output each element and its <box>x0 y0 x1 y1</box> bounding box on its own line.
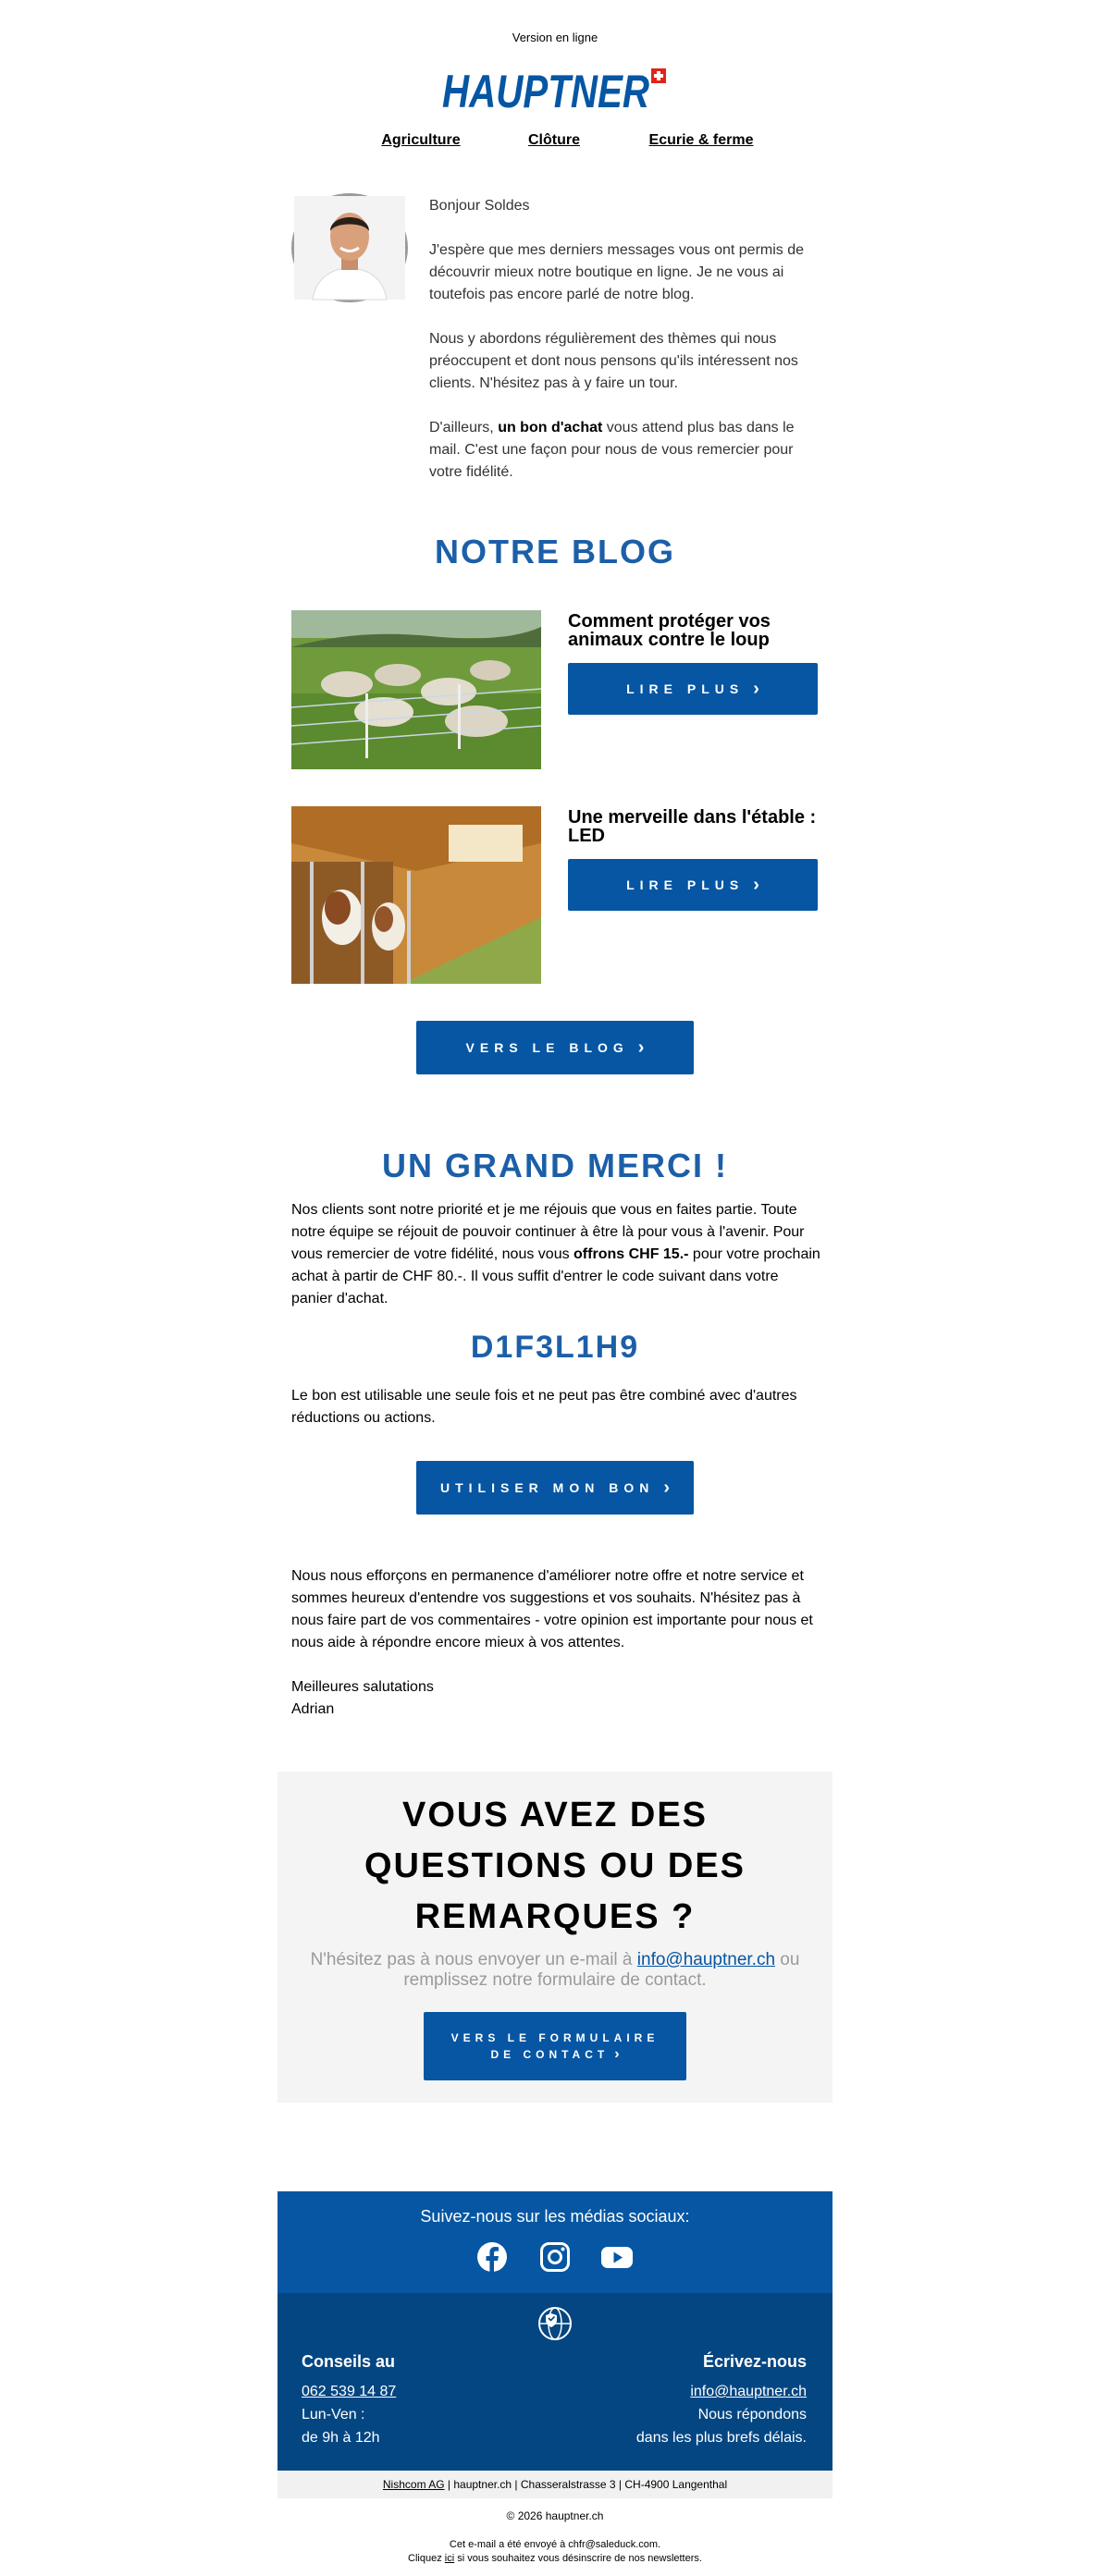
chevron-right-icon: › <box>637 1037 645 1058</box>
youtube-icon[interactable] <box>600 2241 634 2273</box>
offer-amount: offrons CHF 15.- <box>574 1246 689 1262</box>
thanks-paragraph: Nos clients sont notre priorité et je me réjouis que vous en faites partie. Toute notre équipe se réjouit de pouvoir continuer à être là pour vous à l'avenir. Pour vous remercier de votre fidélité, nous vous offrons CHF 15.- pour votre prochain achat à partir de CHF 80.-. Il vous suffit d'entrer le code suivant dans votre panier d'achat. <box>291 1202 820 1306</box>
instagram-icon[interactable] <box>539 2241 571 2273</box>
voucher-mention: un bon d'achat <box>498 420 603 435</box>
copyright: © 2026 hauptner.ch <box>506 2509 604 2522</box>
online-version-link[interactable]: Version en ligne <box>512 31 598 44</box>
questions-email-link[interactable]: info@hauptner.ch <box>636 1950 776 1969</box>
company-link[interactable]: Nishcom AG <box>382 2478 445 2491</box>
sheep-photo[interactable] <box>291 610 541 769</box>
contact-email-link[interactable]: info@hauptner.ch <box>690 2384 807 2399</box>
unsubscribe-note: Cliquez ici si vous souhaitez vous désinscrire de nos newsletters. <box>408 2553 702 2564</box>
intro-paragraph-2: Nous y abordons régulièrement des thèmes qui nous préoccupent et dont nous pensons qu'ils intéressent nos clients. N'hésitez pas à y faire un tour. <box>429 331 798 391</box>
thanks-section-title: UN GRAND MERCI ! <box>382 1147 728 1184</box>
voucher-note: Le bon est utilisable une seule fois et ne peut pas être combiné avec d'autres réductions ou actions. <box>291 1388 797 1426</box>
unsubscribe-link[interactable]: ici <box>444 2553 455 2564</box>
contact-form-button[interactable]: VERS LE FORMULAIRE DE CONTACT › <box>424 2012 686 2080</box>
article-1-title[interactable]: Comment protéger vos animaux contre le loup <box>568 611 771 650</box>
nav-cloture[interactable]: Clôture <box>528 132 580 148</box>
avatar <box>291 193 408 302</box>
barn-cows-photo[interactable] <box>291 806 541 984</box>
intro-paragraph-3: D'ailleurs, un bon d'achat vous attend plus bas dans le mail. C'est une façon pour nous de vous remercier pour votre fidélité. <box>429 420 795 480</box>
logo-wordmark: HAUPTNER <box>442 66 649 117</box>
read-more-button-2[interactable]: LIRE PLUS › <box>568 859 818 911</box>
globe-shield-icon <box>536 2305 574 2342</box>
read-more-button-1[interactable]: LIRE PLUS › <box>568 663 818 715</box>
facebook-icon[interactable] <box>476 2241 508 2273</box>
chevron-right-icon: › <box>753 875 759 895</box>
chevron-right-icon: › <box>614 2046 620 2062</box>
questions-title: VOUS AVEZ DES QUESTIONS OU DES REMARQUES ? <box>364 1796 746 1936</box>
write-us-title: Écrivez-nous <box>702 2352 807 2371</box>
blog-section-title: NOTRE BLOG <box>435 533 675 570</box>
phone-link[interactable]: 062 539 14 87 <box>302 2384 397 2399</box>
closing-paragraph: Nous nous efforçons en permanence d'améliorer notre offre et notre service et sommes heureux d'entendre vos suggestions et vos souhaits. N'hésitez pas à nous faire part de vos commentaires - votre opinion est importante pour nous et nous aide à répondre encore mieux à vos attentes. <box>291 1568 813 1650</box>
intro-text <box>429 195 818 506</box>
nav-agriculture[interactable]: Agriculture <box>381 132 461 148</box>
voucher-code: D1F3L1H9 <box>470 1330 640 1365</box>
advice-title: Conseils au <box>302 2352 396 2371</box>
questions-text: N'hésitez pas à nous envoyer un e-mail à info@hauptner.ch ou remplissez notre formulaire de contact. <box>310 1950 800 1990</box>
chevron-right-icon: › <box>753 679 759 699</box>
greeting: Bonjour Soldes <box>429 198 530 214</box>
nav-ecurie-ferme[interactable]: Ecurie & ferme <box>648 132 754 148</box>
signature-name: Adrian <box>291 1701 335 1717</box>
to-blog-button[interactable]: VERS LE BLOG › <box>416 1021 694 1074</box>
response-line-2: dans les plus brefs délais. <box>635 2430 807 2446</box>
legal-bar: Nishcom AG | hauptner.ch | Chasseralstrasse 3 | CH-4900 Langenthal <box>278 2471 832 2498</box>
article-2-title[interactable]: Une merveille dans l'étable : LED <box>568 807 817 846</box>
chevron-right-icon: › <box>663 1478 670 1498</box>
hauptner-logo[interactable] <box>440 66 672 117</box>
hours-time: de 9h à 12h <box>302 2430 380 2446</box>
use-voucher-button[interactable]: UTILISER MON BON › <box>416 1461 694 1515</box>
social-heading: Suivez-nous sur les médias sociaux: <box>420 2207 690 2226</box>
salutation: Meilleures salutations <box>291 1679 434 1695</box>
intro-paragraph-1: J'espère que mes derniers messages vous ont permis de découvrir mieux notre boutique en ligne. Je ne vous ai toutefois pas encore parlé de notre blog. <box>429 242 805 302</box>
response-line-1: Nous répondons <box>697 2407 807 2423</box>
hours-days: Lun-Ven : <box>302 2407 365 2423</box>
sent-to-note: Cet e-mail a été envoyé à chfr@saleduck.com. <box>449 2539 661 2550</box>
